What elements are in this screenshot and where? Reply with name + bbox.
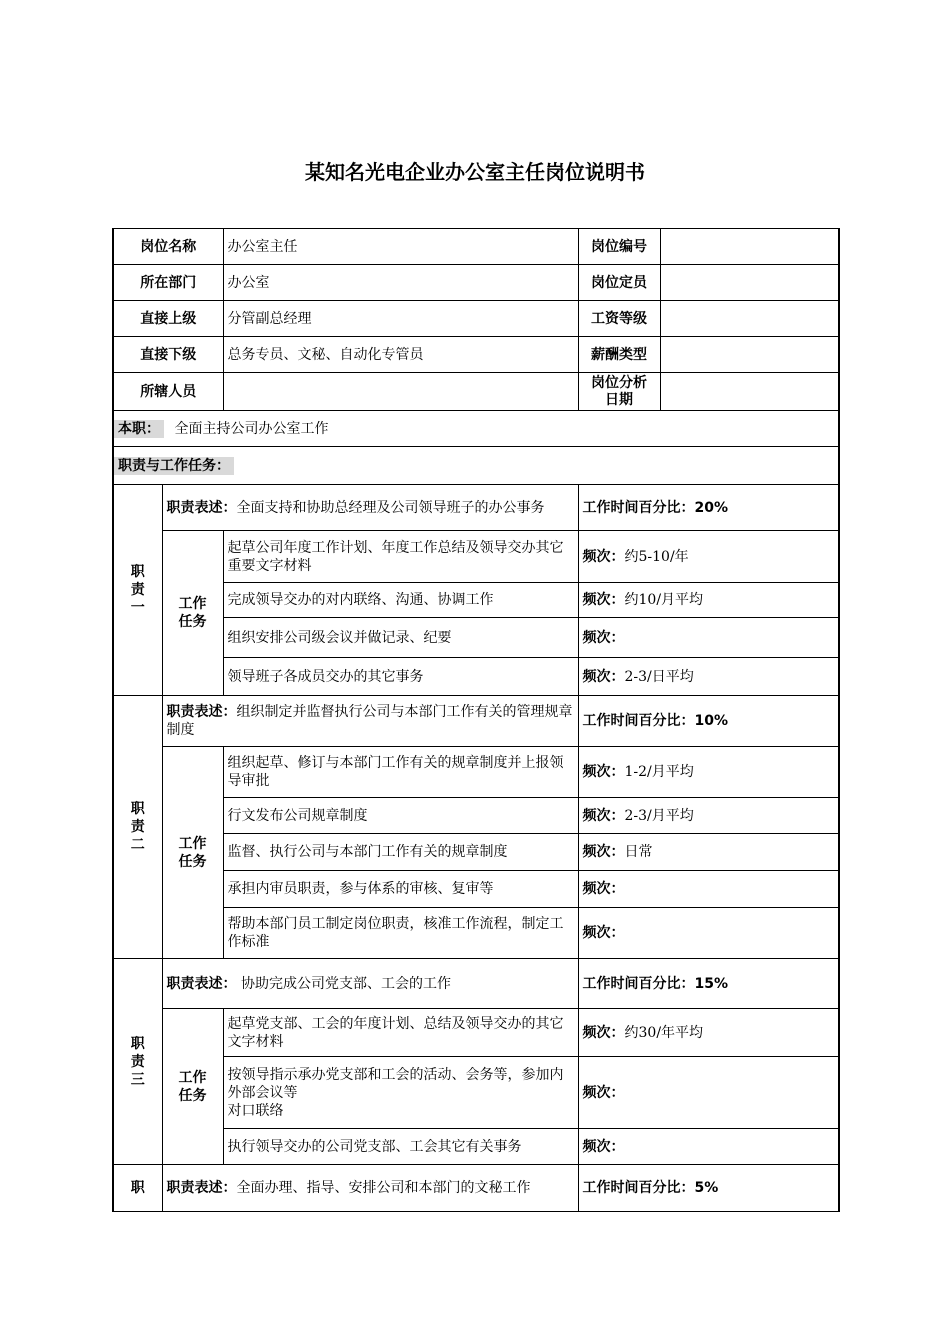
duty2-label [113,696,162,959]
duty4-percent: 工作时间百分比：5% [578,1165,839,1212]
duty2-task-label [162,747,223,959]
value-position-name: 办公室主任 [223,229,578,265]
duty-row [113,411,839,447]
duty4-label: 职 [113,1165,162,1212]
duty4-statement-row [113,1165,839,1212]
duty1-statement [162,485,578,531]
label-superior: 直接上级 [113,301,223,337]
frequency-value: 日常 [624,844,653,860]
label-pay-type: 薪酬类型 [578,337,660,373]
header-row [113,229,839,265]
duty3-statement-text: 协助完成公司党支部、工会的工作 [236,975,451,992]
task-text: 起草公司年度工作计划、年度工作总结及领导交办其它重要文字材料 [223,531,578,583]
duty3-task-label [162,1009,223,1165]
task-text: 组织安排公司级会议并做记录、纪要 [223,618,578,658]
label-analysis-date-line2: 日期 [605,391,633,408]
statement-label: 职责表述： [166,704,237,720]
statement-label: 职责表述： [166,499,237,516]
value-pay-type [660,337,839,373]
value-headcount [660,265,839,301]
task-text: 执行领导交办的公司党支部、工会其它有关事务 [223,1129,578,1165]
duty-cell [113,411,839,447]
task-text: 行文发布公司规章制度 [223,798,578,834]
label-analysis-date-line1: 岗位分析 [591,374,647,391]
value-analysis-date [660,373,839,411]
duty3-percent: 工作时间百分比：15% [578,959,839,1009]
label-position-number: 岗位编号 [578,229,660,265]
value-subordinates: 总务专员、文秘、自动化专管员 [223,337,578,373]
frequency-label: 频次： [582,548,625,565]
value-department: 办公室 [223,265,578,301]
label-subordinates: 直接下级 [113,337,223,373]
header-row [113,373,839,411]
tasks-heading-row [113,447,839,485]
duty1-percent: 工作时间百分比：20% [578,485,839,531]
frequency-label: 频次： [582,1138,625,1155]
duty3-statement-row [113,959,839,1009]
frequency-value: 约10/月平均 [624,592,704,608]
task-text: 监督、执行公司与本部门工作有关的规章制度 [223,834,578,871]
task-frequency [578,798,839,834]
task-frequency [578,747,839,798]
frequency-value: 约5-10/年 [624,548,689,565]
task-text: 起草党支部、工会的年度计划、总结及领导交办的其它文字材料 [223,1009,578,1057]
duty1-label-char: 责 [130,582,145,598]
duty1-task-label [162,531,223,696]
frequency-label: 频次： [582,925,625,941]
task-frequency [578,1057,839,1129]
task-label-line1: 工作 [178,596,207,612]
tasks-heading: 职责与工作任务： [114,457,234,475]
task-frequency [578,618,839,658]
frequency-label: 频次： [582,668,625,685]
task-frequency [578,834,839,871]
label-salary-grade: 工资等级 [578,301,660,337]
task-text: 组织起草、修订与本部门工作有关的规章制度并上报领导审批 [223,747,578,798]
statement-label: 职责表述： [166,975,237,992]
value-staff [223,373,578,411]
task-label-line1: 工作 [178,1069,207,1086]
task-text [223,1057,578,1129]
frequency-label: 频次： [582,592,625,608]
duty1-statement-text: 全面支持和协助总经理及公司领导班子的办公事务 [236,499,545,516]
header-row [113,265,839,301]
label-analysis-date [578,373,660,411]
duty1-statement-row [113,485,839,531]
duty3-label-char: 三 [130,1071,145,1088]
job-description-table [112,228,840,1212]
duty1-label [113,485,162,696]
duty3-label-char: 职 [130,1035,145,1052]
tasks-heading-cell [113,447,839,485]
label-headcount: 岗位定员 [578,265,660,301]
frequency-label: 频次： [582,881,625,897]
duty2-label-char: 职 [130,801,145,817]
value-superior: 分管副总经理 [223,301,578,337]
task-text: 完成领导交办的对内联络、沟通、协调工作 [223,583,578,618]
statement-label: 职责表述： [166,1180,237,1196]
task-text-line: 对口联络 [227,1102,284,1119]
frequency-value: 约30/年平均 [624,1024,704,1041]
task-frequency [578,1129,839,1165]
task-frequency [578,908,839,959]
task-label-line2: 任务 [178,853,207,870]
task-text-line: 按领导指示承办党支部和工会的活动、会务等，参加内外部会议等 [227,1066,564,1101]
task-frequency [578,531,839,583]
duty4-statement [162,1165,578,1212]
frequency-value: 2-3/月平均 [624,807,694,824]
frequency-label: 频次： [582,844,625,860]
frequency-label: 频次： [582,629,625,646]
frequency-label: 频次： [582,1084,625,1101]
task-row [113,1009,839,1057]
page-title: 某知名光电企业办公室主任岗位说明书 [305,160,645,184]
task-label-line2: 任务 [178,1087,207,1104]
value-position-number [660,229,839,265]
frequency-label: 频次： [582,1024,625,1041]
task-label-line1: 工作 [178,835,207,852]
task-text: 领导班子各成员交办的其它事务 [223,658,578,696]
duty1-label-char: 一 [130,600,145,616]
duty3-statement [162,959,578,1009]
label-department: 所在部门 [113,265,223,301]
task-row [113,747,839,798]
duty-label: 本职： [114,420,164,438]
frequency-label: 频次： [582,807,625,824]
label-position-name: 岗位名称 [113,229,223,265]
duty3-label-char: 责 [130,1053,145,1070]
task-label-line2: 任务 [178,614,207,630]
duty2-label-char: 二 [130,837,145,853]
frequency-value: 2-3/日平均 [624,668,694,685]
duty4-statement-text: 全面办理、指导、安排公司和本部门的文秘工作 [236,1180,531,1196]
frequency-value: 1-2/月平均 [624,764,694,780]
value-salary-grade [660,301,839,337]
task-frequency [578,1009,839,1057]
duty3-label [113,959,162,1165]
task-frequency [578,658,839,696]
duty1-label-char: 职 [130,564,145,580]
task-text: 承担内审员职责，参与体系的审核、复审等 [223,871,578,908]
duty2-statement [162,696,578,747]
frequency-label: 频次： [582,764,625,780]
task-frequency [578,583,839,618]
duty2-statement-row [113,696,839,747]
task-row [113,531,839,583]
task-text: 帮助本部门员工制定岗位职责，核准工作流程，制定工作标准 [223,908,578,959]
label-staff: 所辖人员 [113,373,223,411]
header-row [113,301,839,337]
duty2-percent: 工作时间百分比：10% [578,696,839,747]
task-frequency [578,871,839,908]
duty-text: 全面主持公司办公室工作 [174,420,329,437]
header-row [113,337,839,373]
duty2-statement-text: 组织制定并监督执行公司与本部门工作有关的管理规章制度 [166,704,573,738]
duty2-label-char: 责 [130,819,145,835]
